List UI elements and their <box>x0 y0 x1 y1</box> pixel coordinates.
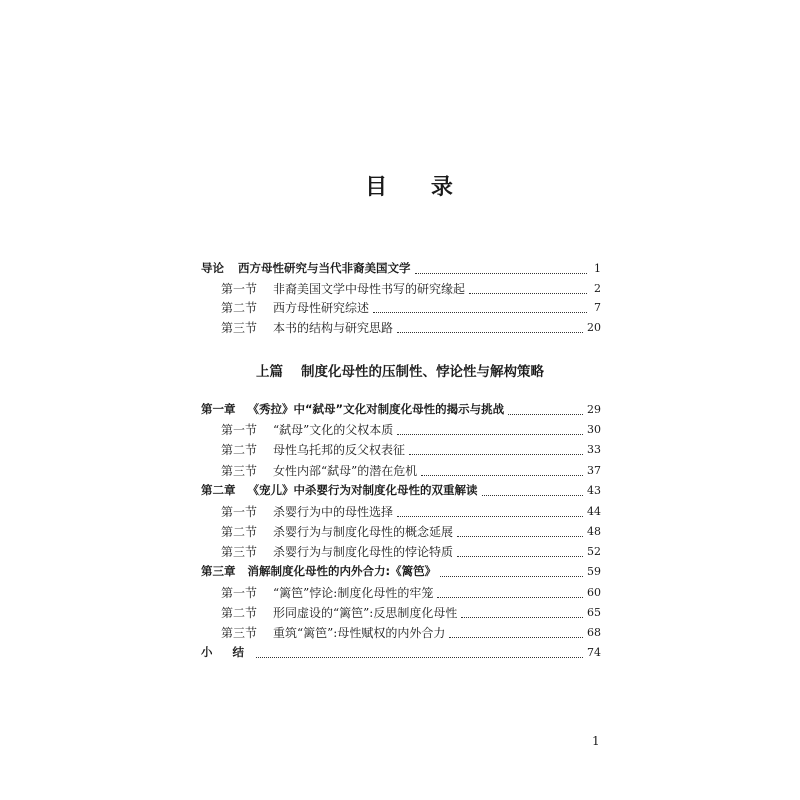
dot-leader <box>397 424 583 435</box>
toc-entry-chapter[interactable] <box>201 480 601 500</box>
entry-title: “弑母”文化的父权本质 <box>273 422 394 437</box>
toc-entry-section[interactable] <box>221 602 601 622</box>
entry-number: 第一节 <box>221 281 258 296</box>
toc-entry-section[interactable] <box>221 501 601 521</box>
dot-leader <box>437 587 583 598</box>
part-title: 制度化母性的压制性、悖论性与解构策略 <box>301 364 544 380</box>
part-heading[interactable] <box>0 360 800 380</box>
entry-title: 母性乌托邦的反父权表征 <box>273 442 406 457</box>
entry-number: 第二节 <box>221 524 258 539</box>
entry-title: 小 结 <box>201 645 253 659</box>
entry-number: 导论 <box>201 261 224 275</box>
entry-number: 第三节 <box>221 625 258 640</box>
dot-leader <box>449 627 583 638</box>
entry-number: 第二节 <box>221 300 258 315</box>
entry-page: 1 <box>594 261 601 275</box>
entry-number: 第三节 <box>221 320 258 335</box>
entry-page: 48 <box>587 524 601 538</box>
dot-leader <box>256 647 583 658</box>
page-title: 目 录 <box>365 175 471 200</box>
dot-leader <box>457 526 583 537</box>
entry-number: 第二节 <box>221 442 258 457</box>
entry-title: 重筑“篱笆”:母性赋权的内外合力 <box>273 625 446 640</box>
dot-leader <box>461 607 583 618</box>
entry-title: 形同虚设的“篱笆”:反思制度化母性 <box>273 605 458 620</box>
entry-title: 本书的结构与研究思路 <box>273 320 394 335</box>
entry-page: 2 <box>594 281 601 295</box>
entry-title: “篱笆”悖论:制度化母性的牢笼 <box>273 585 434 600</box>
entry-title: 女性内部“弑母”的潜在危机 <box>273 463 418 478</box>
entry-page: 68 <box>587 625 601 639</box>
entry-page: 7 <box>594 300 601 314</box>
toc-entry-section[interactable] <box>221 541 601 561</box>
entry-title: 《宠儿》中杀婴行为对制度化母性的双重解读 <box>247 483 478 497</box>
entry-page: 65 <box>587 605 601 619</box>
entry-page: 29 <box>587 402 601 416</box>
toc-entry-section[interactable] <box>221 419 601 439</box>
entry-number: 第一节 <box>221 504 258 519</box>
entry-page: 60 <box>587 585 601 599</box>
toc-entry-chapter[interactable] <box>201 399 601 419</box>
dot-leader <box>397 506 583 517</box>
dot-leader <box>397 322 583 333</box>
dot-leader <box>440 566 583 577</box>
entry-number: 第一章 <box>201 402 236 416</box>
entry-number: 第一节 <box>221 585 258 600</box>
entry-number: 第三节 <box>221 463 258 478</box>
entry-page: 30 <box>587 422 601 436</box>
page-number: 1 <box>592 734 600 748</box>
entry-number: 第二章 <box>201 483 236 497</box>
entry-page: 59 <box>587 564 601 578</box>
toc-entry-section[interactable] <box>221 521 601 541</box>
dot-leader <box>409 444 583 455</box>
dot-leader <box>469 283 587 294</box>
toc-entry-section[interactable] <box>221 317 601 337</box>
toc-entry-section[interactable] <box>221 439 601 459</box>
entry-title: 消解制度化母性的内外合力:《篱笆》 <box>247 564 437 578</box>
entry-page: 37 <box>587 463 601 477</box>
entry-title: 非裔美国文学中母性书写的研究缘起 <box>273 281 466 296</box>
toc-entry-section[interactable] <box>221 460 601 480</box>
dot-leader <box>421 465 583 476</box>
entry-number: 第三节 <box>221 544 258 559</box>
entry-title: 杀婴行为与制度化母性的概念延展 <box>273 524 454 539</box>
entry-page: 43 <box>587 483 601 497</box>
entry-number: 第二节 <box>221 605 258 620</box>
entry-title: 西方母性研究综述 <box>273 300 370 315</box>
part-label: 上篇 <box>256 364 283 380</box>
toc-entry-section[interactable] <box>221 582 601 602</box>
entry-number: 第一节 <box>221 422 258 437</box>
entry-page: 33 <box>587 442 601 456</box>
entry-title: 《秀拉》中“弑母”文化对制度化母性的揭示与挑战 <box>247 402 505 416</box>
entry-title: 杀婴行为中的母性选择 <box>273 504 394 519</box>
toc-entry-section[interactable] <box>221 297 601 317</box>
toc-entry-section[interactable] <box>221 622 601 642</box>
dot-leader <box>415 263 588 274</box>
entry-page: 74 <box>587 645 601 659</box>
dot-leader <box>373 302 587 313</box>
dot-leader <box>457 546 583 557</box>
entry-page: 52 <box>587 544 601 558</box>
entry-number: 第三章 <box>201 564 236 578</box>
dot-leader <box>482 485 584 496</box>
toc-entry-summary[interactable] <box>201 642 601 662</box>
toc-entry-section[interactable] <box>221 278 601 298</box>
entry-page: 20 <box>587 320 601 334</box>
entry-title: 西方母性研究与当代非裔美国文学 <box>238 261 411 275</box>
dot-leader <box>508 404 583 415</box>
toc-entry-chapter[interactable] <box>201 561 601 581</box>
entry-title: 杀婴行为与制度化母性的悖论特质 <box>273 544 454 559</box>
entry-page: 44 <box>587 504 601 518</box>
toc-entry-intro[interactable] <box>201 258 601 278</box>
